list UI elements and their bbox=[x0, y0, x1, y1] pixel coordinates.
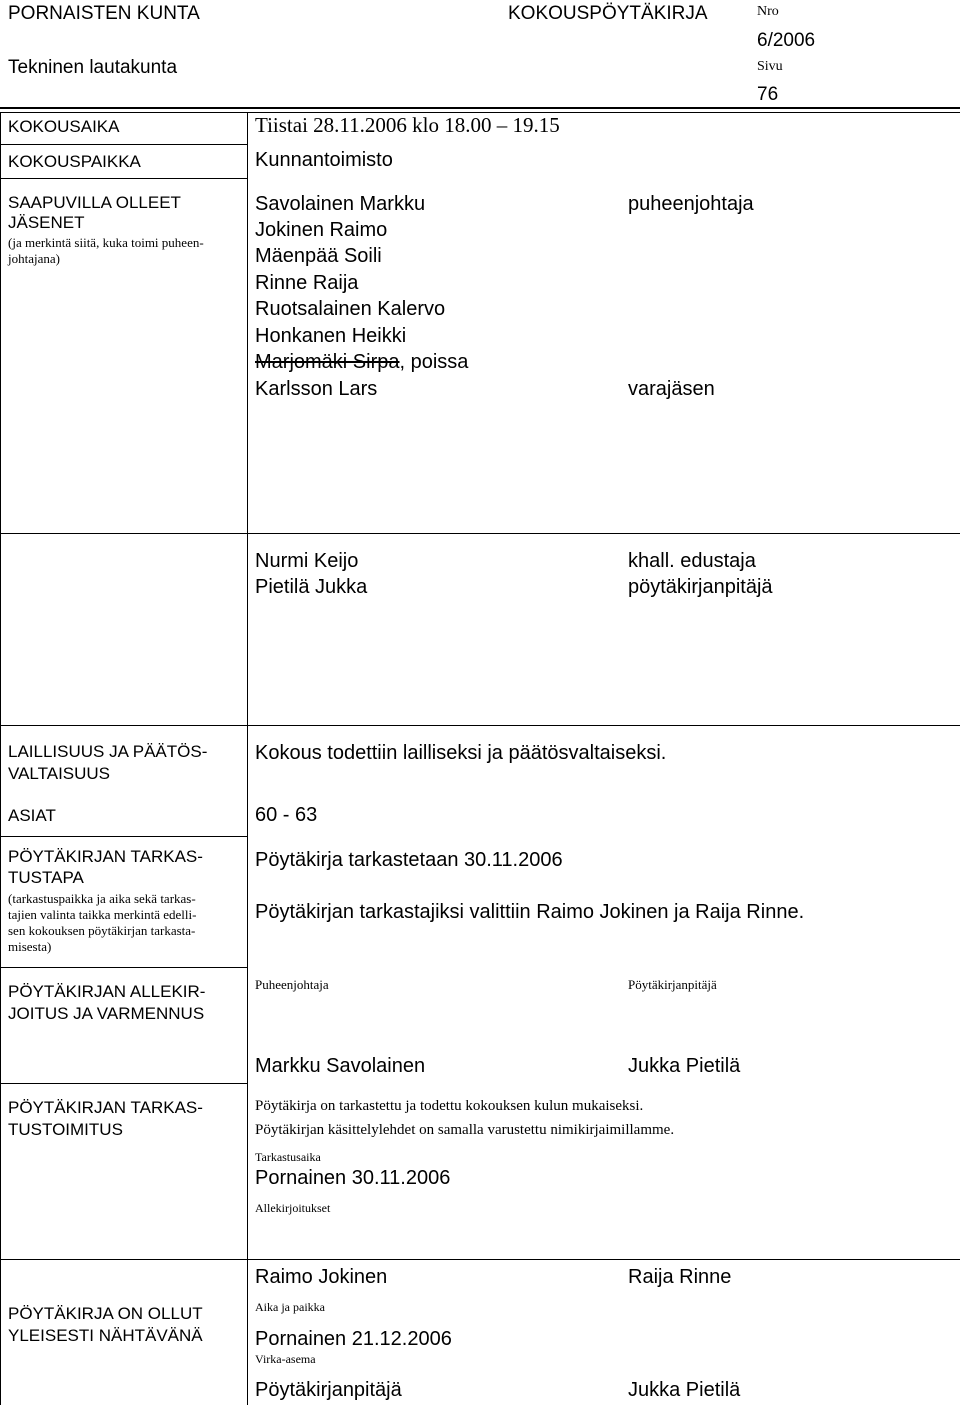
row-divider bbox=[0, 178, 247, 179]
header-divider bbox=[0, 107, 960, 109]
inspection-done-label-line2: TUSTOIMITUS bbox=[8, 1120, 123, 1139]
column-divider bbox=[247, 112, 248, 1405]
attendees-label-line2: JÄSENET bbox=[8, 213, 85, 232]
inspection-time-label: Tarkastusaika bbox=[255, 1150, 321, 1164]
member-name: Karlsson Lars bbox=[255, 378, 378, 400]
member-role: puheenjohtaja bbox=[628, 193, 754, 215]
public-display-label-line2: YLEISESTI NÄHTÄVÄNÄ bbox=[8, 1326, 203, 1345]
member-name: Rinne Raija bbox=[255, 272, 359, 294]
display-official-name: Jukka Pietilä bbox=[628, 1379, 741, 1401]
attendee-name: Nurmi Keijo bbox=[255, 550, 359, 572]
attendee-role: khall. edustaja bbox=[628, 550, 756, 572]
attendees-note: (ja merkintä siitä, kuka toimi puheen- bbox=[8, 235, 204, 250]
row-divider bbox=[0, 725, 960, 726]
attendee-role: pöytäkirjanpitäjä bbox=[628, 576, 773, 598]
matters-label: ASIAT bbox=[8, 806, 56, 825]
place-label: Aika ja paikka bbox=[255, 1300, 325, 1314]
member-name: Ruotsalainen Kalervo bbox=[255, 298, 446, 320]
inspection-label-line2: TUSTAPA bbox=[8, 868, 84, 887]
document-type: KOKOUSPÖYTÄKIRJA bbox=[508, 3, 708, 24]
inspection-done-label: PÖYTÄKIRJAN TARKAS- bbox=[8, 1098, 203, 1117]
inspection-note: misesta) bbox=[8, 939, 52, 954]
meeting-place-label: KOKOUSPAIKKA bbox=[8, 152, 141, 171]
member-name: Savolainen Markku bbox=[255, 193, 426, 215]
member-name: Mäenpää Soili bbox=[255, 245, 382, 267]
sivu-label: Sivu bbox=[757, 59, 783, 74]
row-divider bbox=[0, 144, 247, 145]
signatures-label: Allekirjoitukset bbox=[255, 1201, 331, 1215]
absent-member bbox=[255, 352, 468, 372]
signature-label-line2: JOITUS JA VARMENNUS bbox=[8, 1004, 205, 1023]
matters-value: 60 - 63 bbox=[255, 804, 318, 826]
inspection-time-value: Pornainen 30.11.2006 bbox=[255, 1167, 451, 1189]
row-divider bbox=[0, 533, 960, 534]
chair-label: Puheenjohtaja bbox=[255, 977, 329, 992]
inspection-label: PÖYTÄKIRJAN TARKAS- bbox=[8, 847, 203, 866]
meeting-time-value: Tiistai 28.11.2006 klo 18.00 – 19.15 bbox=[255, 113, 560, 137]
member-name: Jokinen Raimo bbox=[255, 219, 388, 241]
row-divider bbox=[0, 1083, 247, 1084]
member-role: varajäsen bbox=[628, 378, 715, 400]
inspection-note: tajien valinta taikka merkintä edelli- bbox=[8, 907, 197, 922]
org-name: PORNAISTEN KUNTA bbox=[8, 3, 200, 24]
initials-statement: Pöytäkirjan käsittelylehdet on samalla varustettu nimikirjaimillamme. bbox=[255, 1122, 675, 1138]
position-value: Pöytäkirjanpitäjä bbox=[255, 1379, 402, 1401]
absent-member-name: Marjomäki Sirpa bbox=[255, 351, 400, 373]
legality-label: LAILLISUUS JA PÄÄTÖS- bbox=[8, 742, 208, 761]
place-value: Pornainen 21.12.2006 bbox=[255, 1328, 452, 1350]
inspection-note: (tarkastuspaikka ja aika sekä tarkas- bbox=[8, 891, 196, 906]
position-label: Virka-asema bbox=[255, 1352, 316, 1366]
meeting-place-value: Kunnantoimisto bbox=[255, 149, 393, 171]
row-divider bbox=[0, 836, 247, 837]
inspectors-text: Pöytäkirjan tarkastajiksi valittiin Raimo Jokinen ja Raija Rinne. bbox=[255, 901, 805, 923]
secretary-name: Jukka Pietilä bbox=[628, 1055, 741, 1077]
attendee-name: Pietilä Jukka bbox=[255, 576, 368, 598]
attendees-note-line2: johtajana) bbox=[8, 251, 60, 266]
row-divider bbox=[0, 967, 247, 968]
inspection-statement: Pöytäkirja on tarkastettu ja todettu kokouksen kulun mukaiseksi. bbox=[255, 1098, 644, 1114]
inspector-name: Raija Rinne bbox=[628, 1266, 732, 1288]
nro-label: Nro bbox=[757, 4, 779, 19]
row-divider bbox=[0, 1259, 960, 1260]
page-number: 76 bbox=[757, 84, 779, 105]
nro-value: 6/2006 bbox=[757, 30, 816, 51]
meeting-time-label: KOKOUSAIKA bbox=[8, 117, 120, 136]
chair-name: Markku Savolainen bbox=[255, 1055, 426, 1077]
secretary-label: Pöytäkirjanpitäjä bbox=[628, 977, 717, 992]
inspector-name: Raimo Jokinen bbox=[255, 1266, 388, 1288]
left-border bbox=[0, 112, 1, 1405]
committee-name: Tekninen lautakunta bbox=[8, 57, 178, 78]
inspection-date-text: Pöytäkirja tarkastetaan 30.11.2006 bbox=[255, 849, 563, 871]
legality-text: Kokous todettiin lailliseksi ja päätösvaltaiseksi. bbox=[255, 742, 667, 764]
member-name: Honkanen Heikki bbox=[255, 325, 407, 347]
signature-label: PÖYTÄKIRJAN ALLEKIR- bbox=[8, 982, 206, 1001]
public-display-label: PÖYTÄKIRJA ON OLLUT bbox=[8, 1304, 203, 1323]
attendees-label: SAAPUVILLA OLLEET bbox=[8, 193, 181, 212]
inspection-note: sen kokouksen pöytäkirjan tarkasta- bbox=[8, 923, 196, 938]
legality-label-line2: VALTAISUUS bbox=[8, 764, 111, 783]
absence-note: , poissa bbox=[399, 351, 469, 373]
